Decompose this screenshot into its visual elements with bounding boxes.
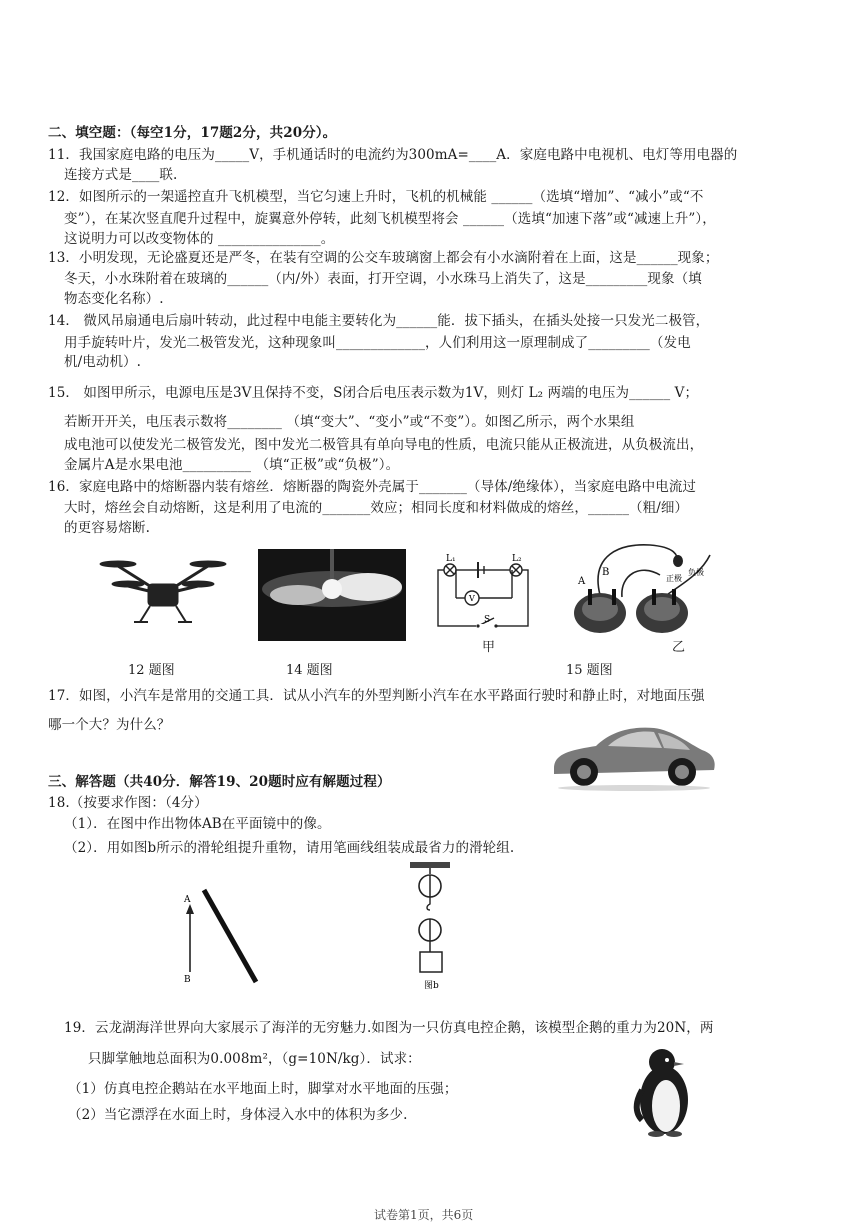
label-A: A bbox=[578, 576, 586, 587]
drone-figure bbox=[98, 550, 228, 630]
q17-line1: 17．如图，小汽车是常用的交通工具．试从小汽车的外型判断小汽车在水平路面行驶时和静止时，对地面压强 bbox=[48, 688, 705, 704]
q12-line1: 12．如图所示的一架遥控直升飞机模型，当它匀速上升时，飞机的机械能 ______（选填“增加”、“减小”或“不 bbox=[48, 189, 704, 205]
ceiling-fan-photo bbox=[258, 549, 406, 641]
q12-line3: 这说明力可以改变物体的 _______________。 bbox=[64, 231, 335, 247]
circuit-diagram-jia bbox=[432, 552, 536, 636]
q14-line3: 机/电动机）. bbox=[64, 354, 142, 370]
q17-line2: 哪一个大？为什么？ bbox=[48, 717, 171, 733]
label-plus: 正极 bbox=[666, 574, 682, 583]
q14-line1: 14． 微风吊扇通电后扇叶转动，此过程中电能主要转化为______能．拔下插头，在插头处接一只发光二极管， bbox=[48, 313, 710, 329]
q15-line2: 若断开开关，电压表示数将________ （填“变大”、“变小”或“不变”）。如图乙所示，两个水果组 bbox=[64, 414, 635, 430]
penguin-figure bbox=[628, 1044, 698, 1140]
label-S: S bbox=[484, 615, 491, 625]
q18-line2: （1）．在图中作出物体AB在平面镜中的像。 bbox=[64, 816, 331, 832]
q15-line4: 金属片A是水果电池__________ （填“正极”或“负极”）。 bbox=[64, 457, 400, 473]
label-B: B bbox=[602, 567, 610, 578]
label-A-mirror: A bbox=[184, 895, 191, 905]
caption-jia: 甲 bbox=[482, 640, 496, 655]
caption-fig14: 14 题图 bbox=[286, 663, 333, 678]
q14-line2: 用手旋转叶片，发光二极管发光，这种现象叫_____________，人们利用这一原理制成了_________（发电 bbox=[64, 335, 691, 351]
q15-line3: 成电池可以使发光二极管发光，图中发光二极管具有单向导电的性质，电流只能从正极流进，从负极流出， bbox=[64, 437, 704, 453]
caption-fig15: 15 题图 bbox=[566, 663, 613, 678]
car-figure bbox=[550, 718, 718, 792]
q15-line1: 15． 如图甲所示，电源电压是3V且保持不变，S闭合后电压表示数为1V，则灯 L₂ 两端的电压为______ V； bbox=[48, 385, 699, 401]
label-L2: L₂ bbox=[512, 554, 522, 564]
q16-line3: 的更容易熔断. bbox=[64, 520, 150, 536]
page-footer: 试卷第1页，共6页 bbox=[374, 1208, 474, 1222]
q19-line4: （2）当它漂浮在水面上时，身体浸入水中的体积为多少. bbox=[68, 1107, 408, 1123]
q13-line1: 13．小明发现，无论盛夏还是严冬，在装有空调的公交车玻璃窗上都会有小水滴附着在上面，这是______现象； bbox=[48, 250, 719, 266]
q16-line1: 16．家庭电路中的熔断器内装有熔丝．熔断器的陶瓷外壳属于_______（导体/绝缘体），当家庭电路中电流过 bbox=[48, 479, 697, 495]
caption-fig12: 12 题图 bbox=[128, 663, 175, 678]
pulley-figure-b bbox=[404, 860, 462, 994]
label-B-mirror: B bbox=[184, 975, 191, 985]
q19-line3: （1）仿真电控企鹅站在水平地面上时，脚掌对水平地面的压强； bbox=[68, 1081, 458, 1097]
fruit-battery-figure bbox=[560, 535, 720, 639]
label-V: V bbox=[469, 594, 475, 603]
q18-line3: （2）．用如图b所示的滑轮组提升重物，请用笔画线组装成最省力的滑轮组. bbox=[64, 840, 515, 856]
section-3-title: 三、解答题（共40分．解答19、20题时应有解题过程） bbox=[48, 774, 391, 790]
caption-yi: 乙 bbox=[672, 640, 686, 655]
label-minus: 负极 bbox=[688, 568, 704, 577]
q19-line1: 19．云龙湖海洋世界向大家展示了海洋的无穷魅力.如图为一只仿真电控企鹅，该模型企鹅的重力为20N，两 bbox=[64, 1020, 714, 1036]
caption-fig-b: 图b bbox=[424, 981, 439, 991]
section-2-title: 二、填空题：（每空1分，17题2分，共20分）。 bbox=[48, 125, 337, 141]
q11-line2: 连接方式是____联. bbox=[64, 167, 178, 183]
q12-line2: 变”），在某次竖直爬升过程中，旋翼意外停转，此刻飞机模型将会 ______（选填“加速下落”或“减速上升”）， bbox=[64, 211, 716, 227]
mirror-ab-figure bbox=[176, 884, 266, 988]
q16-line2: 大时，熔丝会自动熔断，这是利用了电流的_______效应；相同长度和材料做成的熔丝，______（粗/细） bbox=[64, 500, 689, 516]
q11-line1: 11．我国家庭电路的电压为_____V，手机通话时的电流约为300mA=____A．家庭电路中电视机、电灯等用电器的 bbox=[48, 147, 738, 163]
q19-line2: 只脚掌触地总面积为0.008m²，（g=10N/kg）．试求： bbox=[88, 1051, 421, 1067]
q13-line2: 冬天，小水珠附着在玻璃的______（内/外）表面，打开空调，小水珠马上消失了，这是_________现象（填 bbox=[64, 271, 702, 287]
label-L1: L₁ bbox=[446, 554, 456, 564]
q18-line1: 18.（按要求作图：（4分） bbox=[48, 795, 208, 811]
q13-line3: 物态变化名称）. bbox=[64, 291, 164, 307]
